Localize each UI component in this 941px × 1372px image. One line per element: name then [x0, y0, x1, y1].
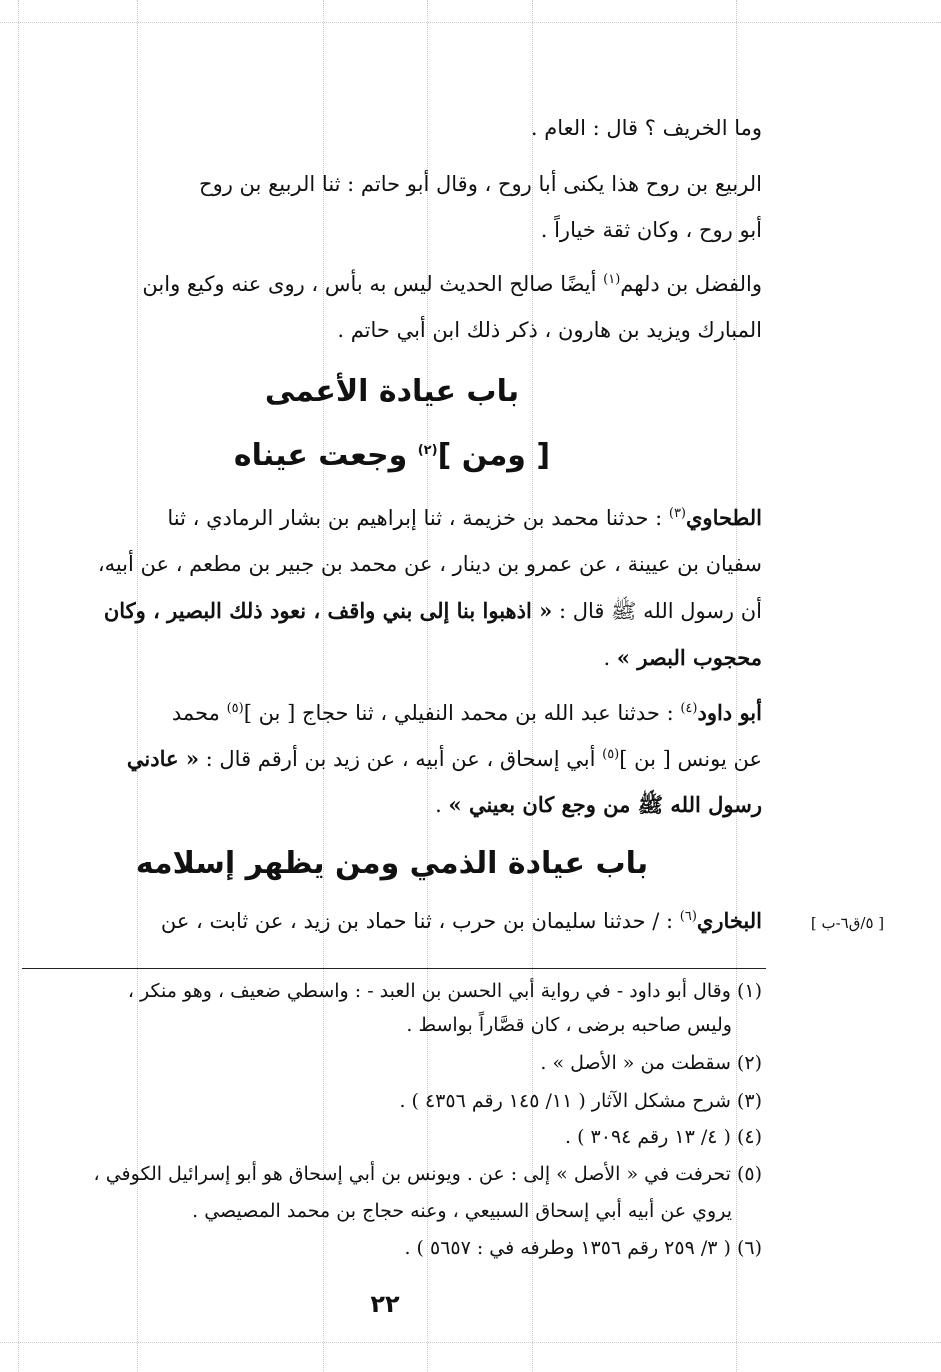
footnote: (٦) ( ٣/ ٢٥٩ رقم ١٣٥٦ وطرفه في : ٥٦٥٧ ) . — [404, 1237, 762, 1259]
text-line: عن يونس [ بن ]$^{(٥)}$ أبي إسحاق ، عن أبيه ، عن زيد بن أرقم قال : « عادني — [126, 746, 762, 771]
footnote-ref: (٤) — [680, 701, 698, 716]
footnote: (٢) سقطت من « الأصل » . — [540, 1052, 762, 1074]
footnote-ref: (٢) — [417, 443, 438, 458]
text-line: أبو روح ، وكان ثقة خياراً . — [540, 218, 762, 242]
guide-line — [0, 22, 941, 23]
guide-line — [0, 1342, 941, 1343]
manuscript-folio-note: [ ٥/ق٦-ب ] — [810, 914, 885, 932]
footnote: يروي عن أبيه أبي إسحاق السبيعي ، وعنه حجاج بن محمد المصيصي . — [192, 1200, 732, 1222]
footnote-ref: (٣) — [668, 506, 686, 521]
text-line: الربيع بن روح هذا يكنى أبا روح ، وقال أبو حاتم : ثنا الربيع بن روح — [199, 172, 762, 196]
footnote: (١) وقال أبو داود - في رواية أبي الحسن بن العبد - : واسطي ضعيف ، وهو منكر ، — [127, 980, 762, 1002]
footnote-ref: (١) — [603, 272, 621, 287]
guide-line — [18, 0, 19, 1372]
text-line: أبو داود$^{(٤)}$ : حدثنا عبد الله بن محمد النفيلي ، ثنا حجاج [ بن ]$^{(٥)}$ محمد — [171, 700, 762, 725]
text-line: محجوب البصر » . — [603, 645, 762, 670]
text-line: وما الخريف ؟ قال : العام . — [530, 116, 762, 140]
text-line: والفضل بن دلهم$^{(١)}$ أيضًا صالح الحديث ليس به بأس ، روى عنه وكيع وابن — [142, 272, 762, 296]
footnote: وليس صاحبه برضى ، كان قصَّاراً بواسط . — [406, 1014, 732, 1036]
footnote-ref: (٦) — [679, 909, 697, 924]
page-number: ٢٢ — [370, 1290, 400, 1318]
text-line: سفيان بن عيينة ، عن عمرو بن دينار ، عن محمد بن جبير بن مطعم ، عن أبيه، — [97, 552, 762, 576]
section-heading: [ ومن ]$^{(٢)}$ وجعت عيناه — [233, 438, 551, 473]
text-line: رسول الله ﷺ من وجع كان بعيني » . — [435, 792, 762, 817]
text-line: البخاري$^{(٦)}$ : / حدثنا سليمان بن حرب ، ثنا حماد بن زيد ، عن ثابت ، عن — [160, 908, 762, 933]
footnote: (٤) ( ٤/ ١٣ رقم ٣٠٩٤ ) . — [565, 1126, 762, 1148]
footnote-ref: (٥) — [226, 701, 244, 716]
text-line: أن رسول الله ﷺ قال : « اذهبوا بنا إلى بني واقف ، نعود ذلك البصير ، وكان — [103, 598, 762, 623]
footnote-ref: (٥) — [602, 747, 620, 762]
section-heading: باب عيادة الذمي ومن يظهر إسلامه — [135, 846, 649, 881]
footnote: (٥) تحرفت في « الأصل » إلى : عن . ويونس بن أبي إسحاق هو أبو إسرائيل الكوفي ، — [93, 1163, 762, 1185]
text-line: المبارك ويزيد بن هارون ، ذكر ذلك ابن أبي حاتم . — [337, 318, 762, 342]
footnote: (٣) شرح مشكل الآثار ( ١١/ ١٤٥ رقم ٤٣٥٦ ) . — [399, 1090, 762, 1112]
text-line: الطحاوي$^{(٣)}$ : حدثنا محمد بن خزيمة ، ثنا إبراهيم بن بشار الرمادي ، ثنا — [167, 505, 762, 530]
footnote-separator — [22, 968, 766, 969]
section-heading: باب عيادة الأعمى — [264, 374, 520, 409]
